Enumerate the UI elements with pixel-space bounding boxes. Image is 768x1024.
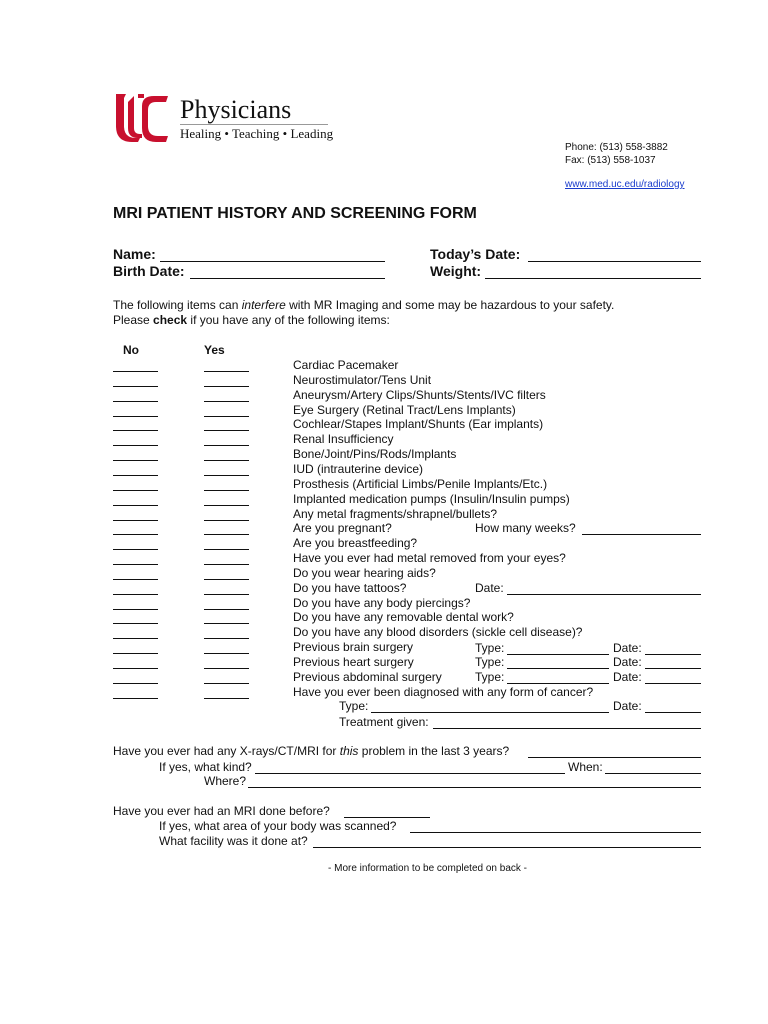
cancer-type-label: Type: [339,699,369,713]
name-field[interactable] [160,261,385,262]
checkbox-no[interactable] [113,371,158,372]
xray-answer-field[interactable] [528,757,701,758]
checklist-item-label: Previous brain surgery [293,640,414,655]
xray-q-b: this [339,744,359,758]
checkbox-yes[interactable] [204,638,249,639]
checklist-item-label: Do you have tattoos? [293,580,407,595]
mri-before-label: Have you ever had an MRI done before? [113,804,330,818]
checkbox-yes[interactable] [204,430,249,431]
checkbox-yes[interactable] [204,505,249,506]
weight-field[interactable] [485,278,701,279]
checklist-item-label: Are you breastfeeding? [293,536,418,551]
xray-q-c: problem in the last 3 years? [358,744,510,758]
checkbox-yes[interactable] [204,594,249,595]
intro-1b: interfere [241,298,286,312]
area-scanned-label: If yes, what area of your body was scanned? [159,819,397,833]
if-yes-kind-label: If yes, what kind? [159,760,252,774]
treatment-label: Treatment given: [339,715,429,729]
heart-type-field[interactable] [507,668,609,669]
checkbox-no[interactable] [113,430,158,431]
checklist-item-label: Previous abdominal surgery [293,669,442,684]
mri-before-field[interactable] [344,817,430,818]
fax-text: Fax: (513) 558-1037 [565,155,656,166]
logo-divider [180,124,328,125]
checkbox-no[interactable] [113,520,158,521]
checkbox-no[interactable] [113,505,158,506]
checkbox-yes[interactable] [204,653,249,654]
col-no-header: No [123,343,139,357]
checkbox-no[interactable] [113,549,158,550]
checkbox-yes[interactable] [204,549,249,550]
checklist-item-label: Aneurysm/Artery Clips/Shunts/Stents/IVC filters [293,387,546,402]
checkbox-yes[interactable] [204,534,249,535]
brain-date-label: Date: [613,641,642,655]
weight-label: Weight: [430,263,482,279]
checkbox-no[interactable] [113,475,158,476]
checkbox-no[interactable] [113,623,158,624]
checkbox-yes[interactable] [204,609,249,610]
checkbox-yes[interactable] [204,490,249,491]
tattoo-date-label: Date: [475,581,504,595]
checklist-item-label: Cardiac Pacemaker [293,358,399,372]
checklist-item-label: Do you have any body piercings? [293,595,471,610]
area-scanned-field[interactable] [410,832,701,833]
checkbox-yes[interactable] [204,475,249,476]
heart-date-label: Date: [613,655,642,669]
checklist-item-label: Have you ever had metal removed from your eyes? [293,551,566,566]
checkbox-no[interactable] [113,653,158,654]
uc-logo-icon [112,92,170,144]
checkbox-yes[interactable] [204,698,249,699]
checkbox-yes[interactable] [204,445,249,446]
birth-date-label: Birth Date: [113,263,185,279]
xray-q-a: Have you ever had any X-rays/CT/MRI for [113,744,340,758]
how-many-weeks-label: How many weeks? [475,521,576,535]
intro-1c: with MR Imaging and some may be hazardous to your safety. [285,298,615,312]
checklist-item-label: Are you pregnant? [293,521,392,536]
checkbox-no[interactable] [113,534,158,535]
checkbox-no[interactable] [113,594,158,595]
checklist-item-label: Have you ever been diagnosed with any form of cancer? [293,684,594,699]
footer-note: - More information to be completed on back - [328,863,527,874]
facility-field[interactable] [313,847,701,848]
intro-2c: if you have any of the following items: [187,313,390,327]
checklist-item-label: Do you have any blood disorders (sickle cell disease)? [293,625,583,640]
checkbox-yes[interactable] [204,668,249,669]
checkbox-no[interactable] [113,638,158,639]
brain-type-label: Type: [475,641,505,655]
checkbox-yes[interactable] [204,520,249,521]
abdominal-type-field[interactable] [507,683,609,684]
cancer-type-field[interactable] [371,712,609,713]
heart-type-label: Type: [475,655,505,669]
checkbox-no[interactable] [113,490,158,491]
uc-logo [112,92,170,144]
if-yes-kind-field[interactable] [255,773,565,774]
intro-line-1 [113,298,614,312]
checkbox-yes[interactable] [204,579,249,580]
todays-date-field[interactable] [528,261,701,262]
checklist-item-label: Renal Insufficiency [293,432,394,447]
checkbox-no[interactable] [113,401,158,402]
abdominal-date-field[interactable] [645,683,701,684]
checkbox-yes[interactable] [204,564,249,565]
where-label: Where? [204,774,247,788]
phone-text: Phone: (513) 558-3882 [565,142,668,153]
logo-name: Physicians [180,95,292,124]
checklist-item-label: Any metal fragments/shrapnel/bullets? [293,506,498,521]
when-field[interactable] [605,773,701,774]
checklist-item-label: Do you have any removable dental work? [293,610,514,625]
checkbox-no[interactable] [113,386,158,387]
col-yes-header: Yes [204,343,225,357]
checklist-item-label: Prosthesis (Artificial Limbs/Penile Implants/Etc.) [293,476,548,491]
checkbox-no[interactable] [113,445,158,446]
cancer-date-label: Date: [613,699,642,713]
when-label: When: [568,760,603,774]
checklist-item-label: Previous heart surgery [293,655,414,669]
checkbox-no[interactable] [113,698,158,699]
todays-date-label: Today’s Date: [430,246,521,262]
intro-2b: check [153,313,188,327]
checkbox-no[interactable] [113,609,158,610]
xray-question [113,744,509,758]
abdominal-type-label: Type: [475,670,505,684]
abdominal-date-label: Date: [613,670,642,684]
checklist-item-label: Eye Surgery (Retinal Tract/Lens Implants) [293,402,516,417]
brain-type-field[interactable] [507,654,609,655]
birth-date-field[interactable] [190,278,385,279]
checkbox-yes[interactable] [204,371,249,372]
how-many-weeks-field[interactable] [582,534,701,535]
form-title: MRI PATIENT HISTORY AND SCREENING FORM [113,205,477,222]
checkbox-no[interactable] [113,416,158,417]
checkbox-no[interactable] [113,579,158,580]
checklist-item-label: Bone/Joint/Pins/Rods/Implants [293,447,457,462]
treatment-field[interactable] [433,728,701,729]
checkbox-yes[interactable] [204,683,249,684]
intro-1a: The following items can [113,298,242,312]
checkbox-no[interactable] [113,460,158,461]
checkbox-no[interactable] [113,668,158,669]
intro-line-2 [113,313,390,327]
checklist-item-label: Cochlear/Stapes Implant/Shunts (Ear implants) [293,417,544,432]
checklist-item-label: Implanted medication pumps (Insulin/Insulin pumps) [293,491,570,506]
checkbox-yes[interactable] [204,623,249,624]
checkbox-yes[interactable] [204,401,249,402]
where-field[interactable] [248,787,701,788]
facility-label: What facility was it done at? [159,834,308,848]
website-link[interactable]: www.med.uc.edu/radiology [565,179,685,190]
checkbox-yes[interactable] [204,416,249,417]
checkbox-no[interactable] [113,564,158,565]
tattoo-date-field[interactable] [507,594,701,595]
checklist-item-label: Do you wear hearing aids? [293,565,436,580]
checkbox-yes[interactable] [204,460,249,461]
intro-2a: Please [113,313,154,327]
brain-date-field[interactable] [645,654,701,655]
logo-tagline: Healing • Teaching • Leading [180,126,334,141]
checkbox-yes[interactable] [204,386,249,387]
checkbox-no[interactable] [113,683,158,684]
name-label: Name: [113,246,156,262]
checklist-item-label: IUD (intrauterine device) [293,461,424,476]
cancer-date-field[interactable] [645,712,701,713]
heart-date-field[interactable] [645,668,701,669]
checklist-item-label: Neurostimulator/Tens Unit [293,372,432,387]
